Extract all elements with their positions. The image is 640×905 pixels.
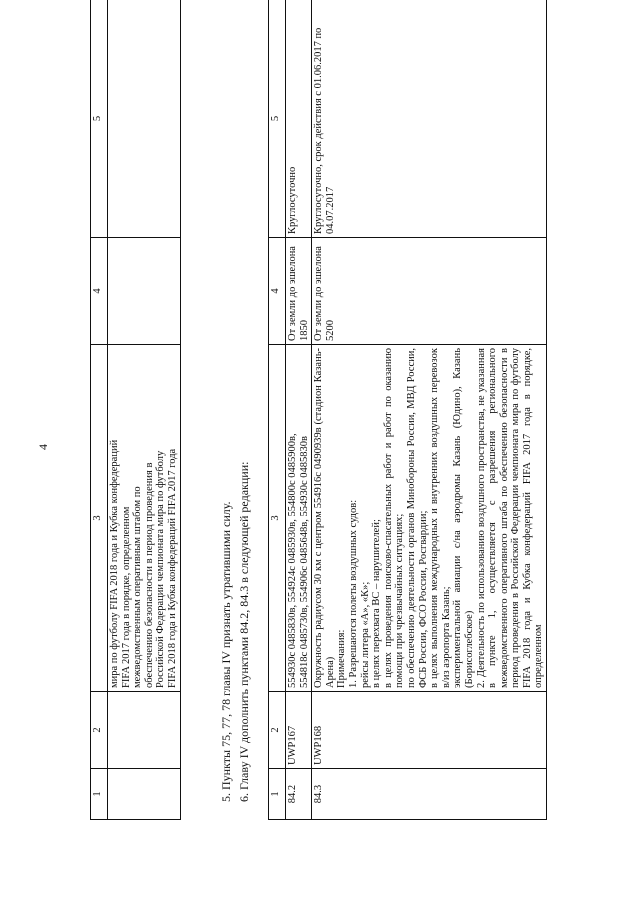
cell-code — [108, 692, 181, 769]
cell-num: 84.2 — [286, 769, 312, 820]
cell-description: мира по футболу FIFA 2018 года и Кубка конфедераций FIFA 2017 года в порядке, определенном межведомственным оперативным штабом по обеспечению безопасности в период проведения в Российской Федерации чемпионата мира по футболу FIFA 2018 года и Кубка конфедераций FIFA 2017 года — [108, 345, 181, 692]
table-new-items — [268, 0, 547, 820]
header-col-3: 3 — [269, 345, 286, 692]
page-number: 4 — [36, 444, 50, 450]
cell-num — [108, 769, 181, 820]
table-row — [312, 0, 547, 820]
cell-time — [108, 0, 181, 238]
header-col-1: 1 — [269, 769, 286, 820]
header-col-3: 3 — [91, 345, 108, 692]
table-row — [286, 0, 312, 820]
header-col-4: 4 — [269, 238, 286, 345]
header-col-4: 4 — [91, 238, 108, 345]
rotated-document-content — [90, 27, 585, 820]
note-item-6: 6. Главу IV дополнить пунктами 84.2, 84.3 в следующей редакции: — [237, 461, 251, 802]
cell-time: Круглосуточно — [286, 0, 312, 238]
header-col-1: 1 — [91, 769, 108, 820]
cell-time: Круглосуточно, срок действия с 01.06.2017 по 04.07.2017 — [312, 0, 547, 238]
note-item-5: 5. Пункты 75, 77, 78 главы IV признать утратившими силу. — [219, 501, 233, 802]
header-col-5: 5 — [269, 0, 286, 238]
header-col-2: 2 — [91, 692, 108, 769]
table-header-row — [91, 0, 108, 820]
cell-altitude: От земли до эшелона 5200 — [312, 238, 547, 345]
cell-altitude — [108, 238, 181, 345]
table-header-row — [269, 0, 286, 820]
cell-num: 84.3 — [312, 769, 547, 820]
header-col-5: 5 — [91, 0, 108, 238]
table-continuation — [90, 0, 181, 820]
cell-code: UWP167 — [286, 692, 312, 769]
cell-code: UWP168 — [312, 692, 547, 769]
cell-altitude: От земли до эшелона 1850 — [286, 238, 312, 345]
cell-description: Окружность радиусом 30 км с центром 554916с 0490939в (стадион Казань-Арена) Примечания: 1. Разрешаются полеты воздушных судов: рейсы литера «А», «К»; в целях перехвата ВС – нарушителей; в целях проведения поисково-спасательных работ и работ по оказанию помощи при чрезвычайных ситуациях; по обеспечению деятельности органов Минобороны России, МВД России, ФСБ России, ФСО России, Росгвардии; в целях выполнения международных и внутренних воздушных перевозок в/из аэропорта Казань; экспериментальной авиации с/на аэродромы Казань (Юдино), Казань (Борисоглебское) 2. Деятельность по использованию воздушного пространства, не указанная в пункте 1, осуществляется с разрешения регионального межведомственного оперативного штаба по обеспечению безопасности в период проведения в Российской Федерации чемпионата мира по футболу FIFA 2018 года и Кубка конфедераций FIFA 2017 года в порядке, определенном — [312, 345, 547, 692]
table-row-continuation — [108, 0, 181, 820]
cell-description: 554930с 0485830в, 554924с 0485930в, 554800с 0485900в, 554818с 0485730в, 554906с 0485648в, 554930с 0485830в — [286, 345, 312, 692]
header-col-2: 2 — [269, 692, 286, 769]
